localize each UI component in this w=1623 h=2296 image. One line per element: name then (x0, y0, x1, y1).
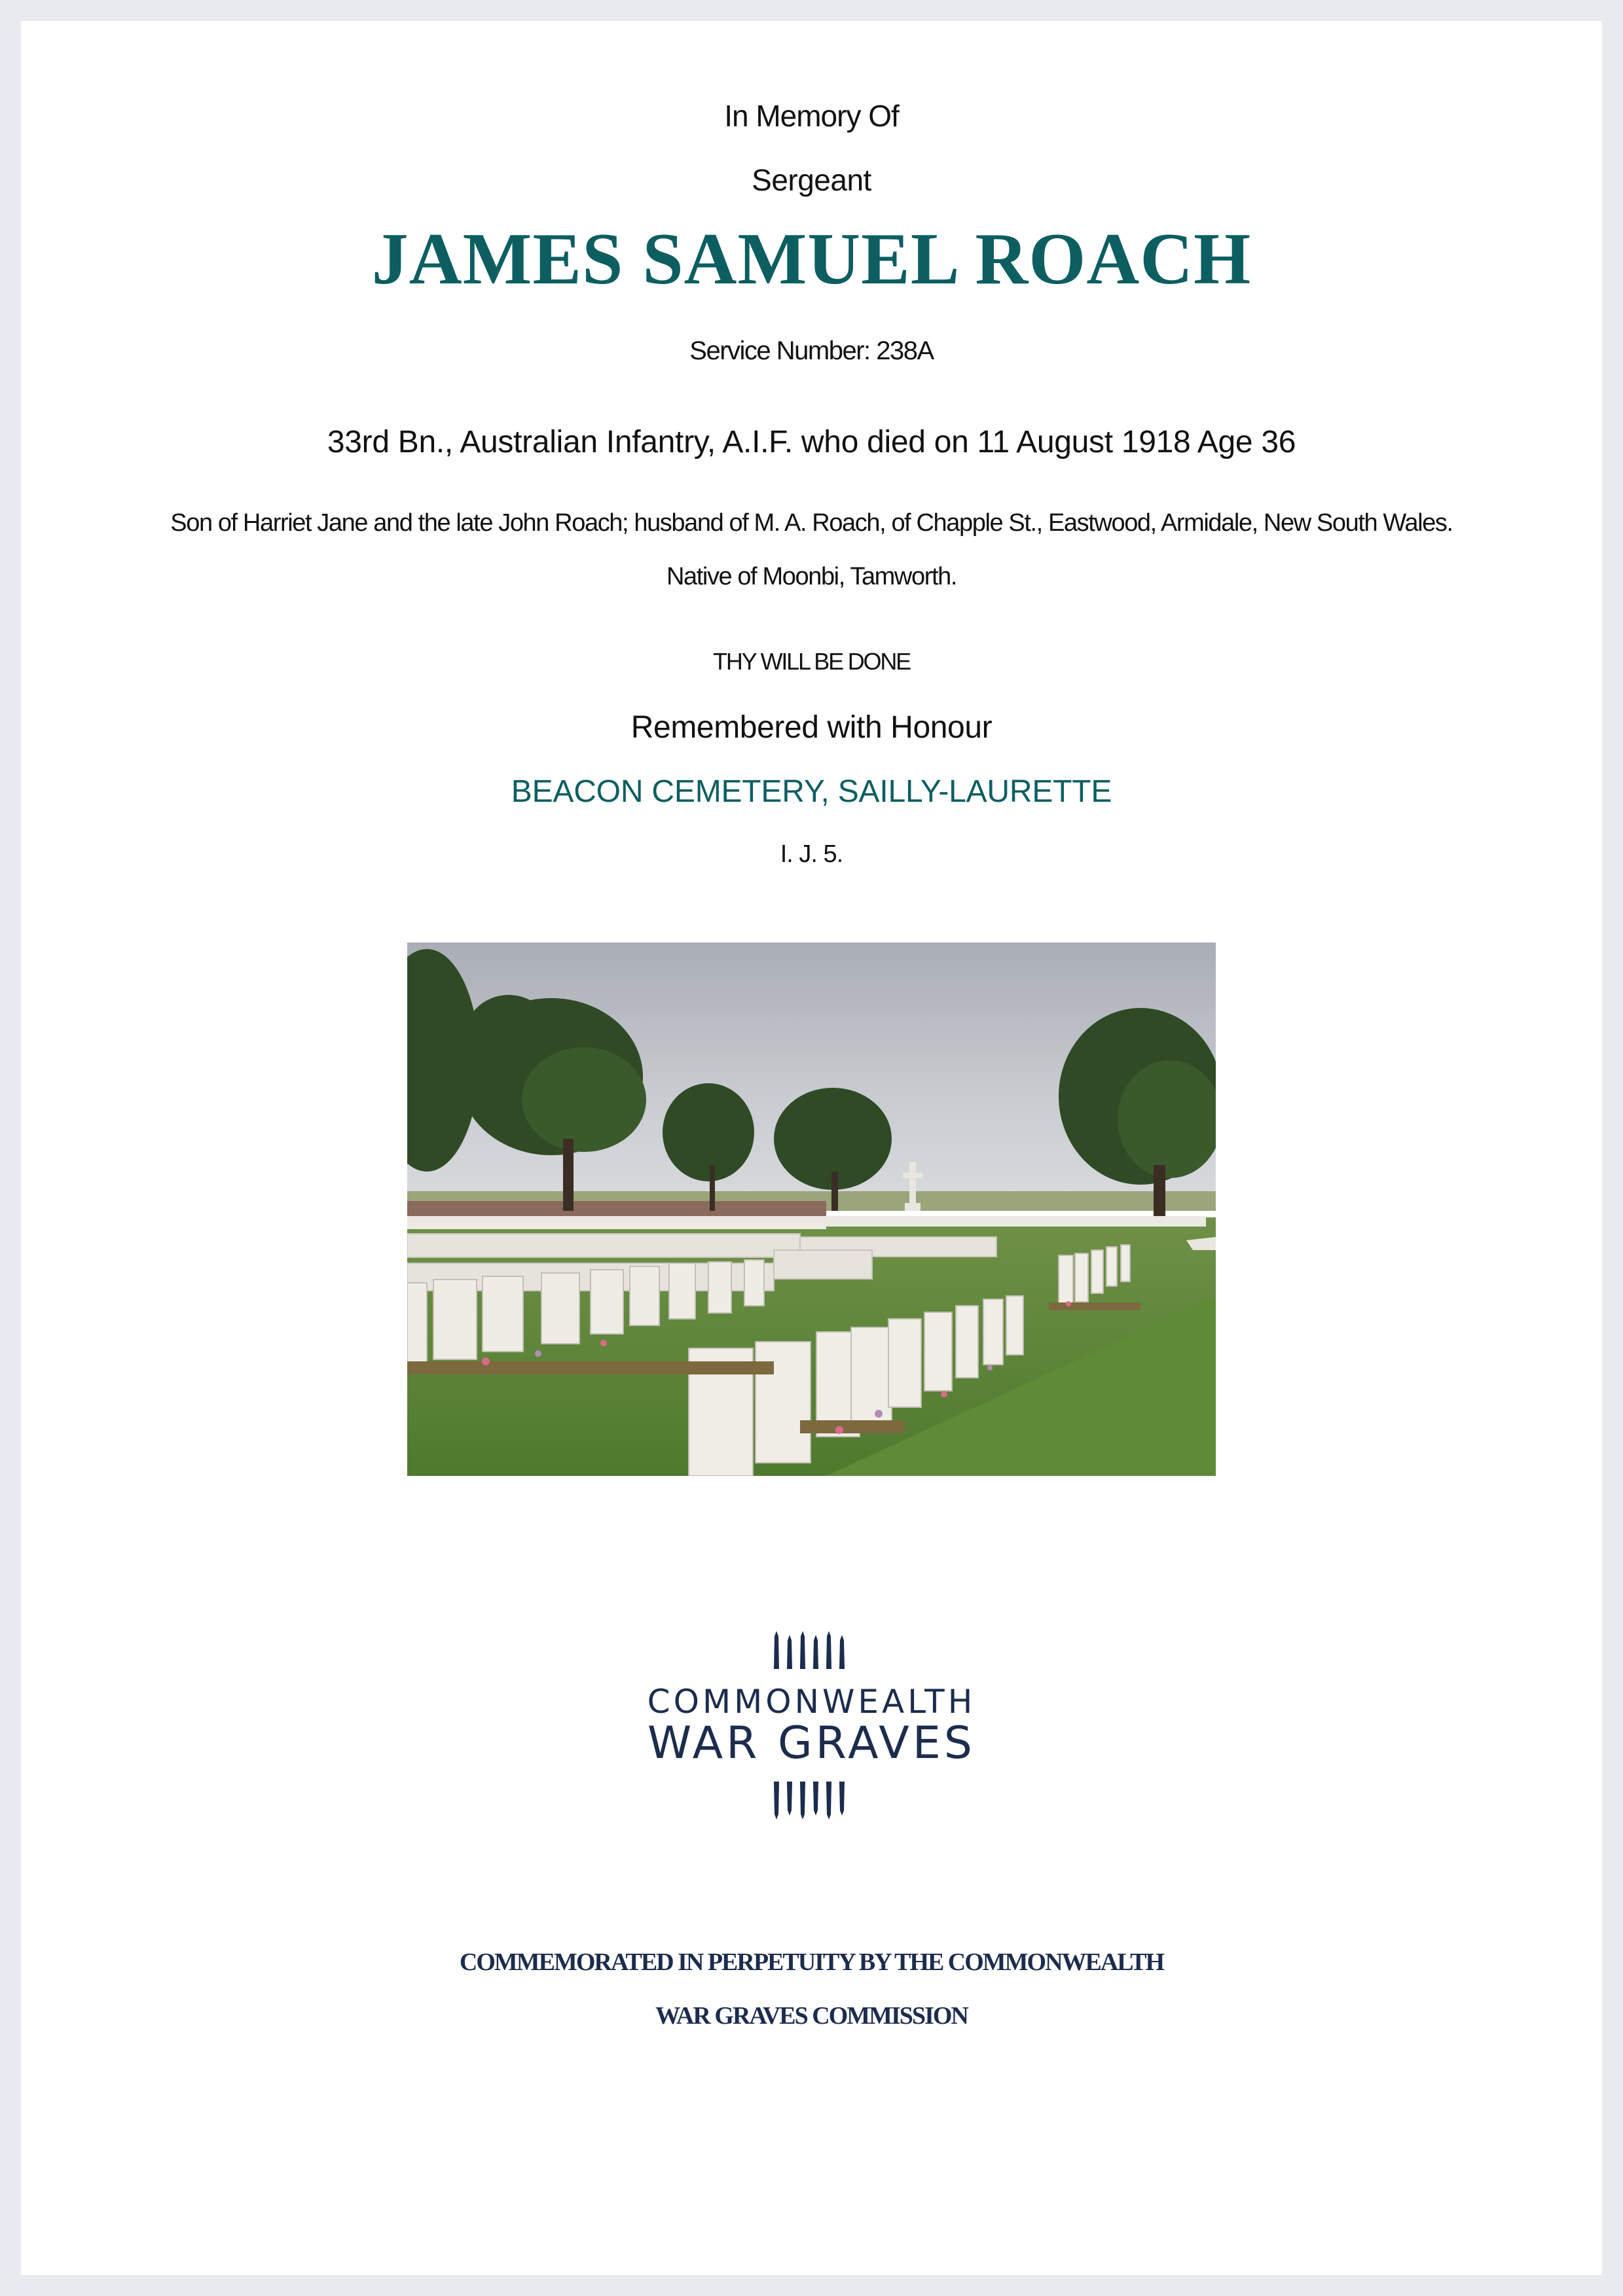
epitaph: THY WILL BE DONE (713, 648, 910, 675)
cwgc-logo (21, 1631, 1602, 1820)
grave-reference: I. J. 5. (780, 840, 843, 868)
footer-line-2: WAR GRAVES COMMISSION (655, 2002, 968, 2030)
logo-line-commonwealth: COMMONWEALTH (647, 1683, 976, 1721)
logo-line-war-graves: WAR GRAVES (647, 1717, 976, 1769)
native-of: Native of Moonbi, Tamworth. (666, 563, 957, 590)
logo-bars-top-icon (773, 1631, 851, 1669)
casualty-name: JAMES SAMUEL ROACH (371, 219, 1252, 300)
family-details: Son of Harriet Jane and the late John Roach; husband of M. A. Roach, of Chapple St., Eastwood, Armidale, New South Wales. (170, 509, 1453, 537)
cemetery-name: BEACON CEMETERY, SAILLY-LAURETTE (511, 774, 1112, 809)
service-number: Service Number: 238A (689, 336, 934, 365)
certificate-page (21, 21, 1602, 2275)
rank: Sergeant (752, 163, 871, 197)
footer-line-1: COMMEMORATED IN PERPETUITY BY THE COMMONWEALTH (459, 1948, 1164, 1976)
cemetery-photo (407, 942, 1216, 1476)
remembered-with-honour: Remembered with Honour (630, 710, 993, 745)
unit-and-death-details: 33rd Bn., Australian Infantry, A.I.F. who died on 11 August 1918 Age 36 (327, 425, 1296, 459)
in-memory-heading: In Memory Of (724, 99, 899, 133)
logo-bars-bottom-icon (773, 1782, 851, 1820)
